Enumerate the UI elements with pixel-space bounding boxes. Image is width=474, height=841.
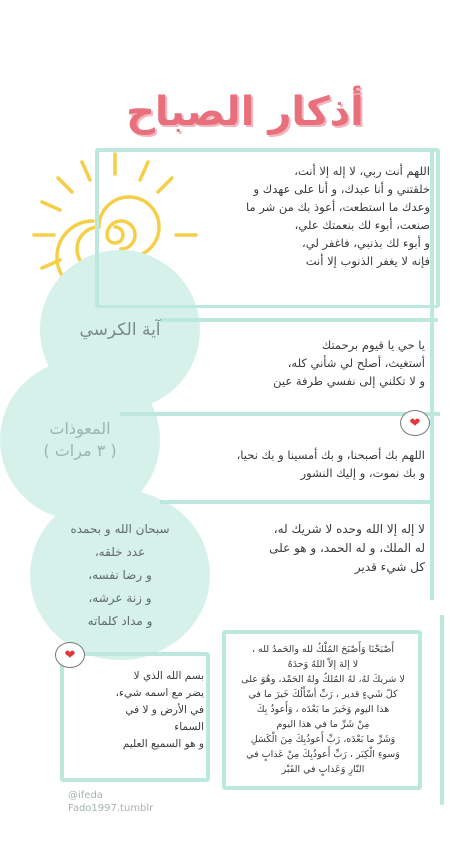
right-vertical-line xyxy=(430,150,434,600)
heart-bubble-right xyxy=(400,410,430,436)
divider-1 xyxy=(160,318,438,322)
dua-asbahna-wa-asbaha: أَصْبَحْنَا وَأَصْبَحَ المُلْكُ لله والحَمدُ لله ، لا إلهَ إلاّ اللهُ وَحدَهُ لا شريكَ لهُ، لهُ المُلكُ ولهُ الحَمْد، وهُوَ على كلّ شَيءٍ قدير ، رَبِّ أسْأَلُكَ خَيرَ ما في هذا اليوم وَخَيرَ ما بَعْدَه ، وَأَعوذُ بِكَ مِنْ شَرِّ ما في هذا اليوم وَشَرِّ ما بَعْدَه، رَبِّ أَعوذُبِكَ مِنَ الْكَسَلِ وَسوءِ الْكِبَر ، رَبِّ أَعوذُبِكَ مِنْ عَذابٍ في النّارِ وَعَذابٍ في القَبْر xyxy=(241,644,405,775)
heart-bubble-left xyxy=(55,642,85,668)
page-title: أذكار الصباح xyxy=(126,89,364,135)
dua-ya-hayy: يا حي يا قيوم برحمتك أستغيث، أصلح لي شأني كله، و لا تكلني إلى نفسي طرفة عين xyxy=(273,338,425,388)
dua-bika-asbahna: اللهم بك أصبحنا، و بك أمسينا و بك نحيا، و بك نموت، و إليك النشور xyxy=(236,448,425,480)
dua-sayyid-istighfar: اللهم أنت ربي، لا إله إلا أنت، خلقتني و أنا عبدك، و أنا على عهدك و وعدك ما استطعت، أعوذ بك من شر ما صنعت، أبوء لك بنعمتك علي، و أبوء لك بذنبي، فاغفر لي، فإنه لا يغفر الذنوب إلا أنت xyxy=(245,164,430,268)
muawwidhat-label: المعوذات ( ٣ مرات ) xyxy=(43,419,117,460)
dua-bismillah: بسم الله الذي لا يضر مع اسمه شيء، في الأرض و لا في السماء و هو السميع العليم xyxy=(115,670,204,750)
dua-la-ilaha: لا إله إلا الله وحده لا شريك له، له الملك، و له الحمد، و هو على كل شيء قدير xyxy=(269,522,425,574)
heart-icon: ❤ xyxy=(409,415,421,431)
subhan-label: سبحان الله و بحمده عدد خلقه، و رضا نفسه، و زنة عرشه، و مداد كلماته xyxy=(70,522,170,628)
credit-handle: @ifeda xyxy=(68,790,103,801)
divider-3 xyxy=(160,500,430,504)
divider-2 xyxy=(120,412,440,416)
ayat-kursi-label: آية الكرسي xyxy=(79,320,161,340)
heart-icon: ❤ xyxy=(64,647,76,663)
credit-tumblr: Fado1997.tumblr xyxy=(68,803,154,814)
bottom-right-accent xyxy=(440,615,444,805)
